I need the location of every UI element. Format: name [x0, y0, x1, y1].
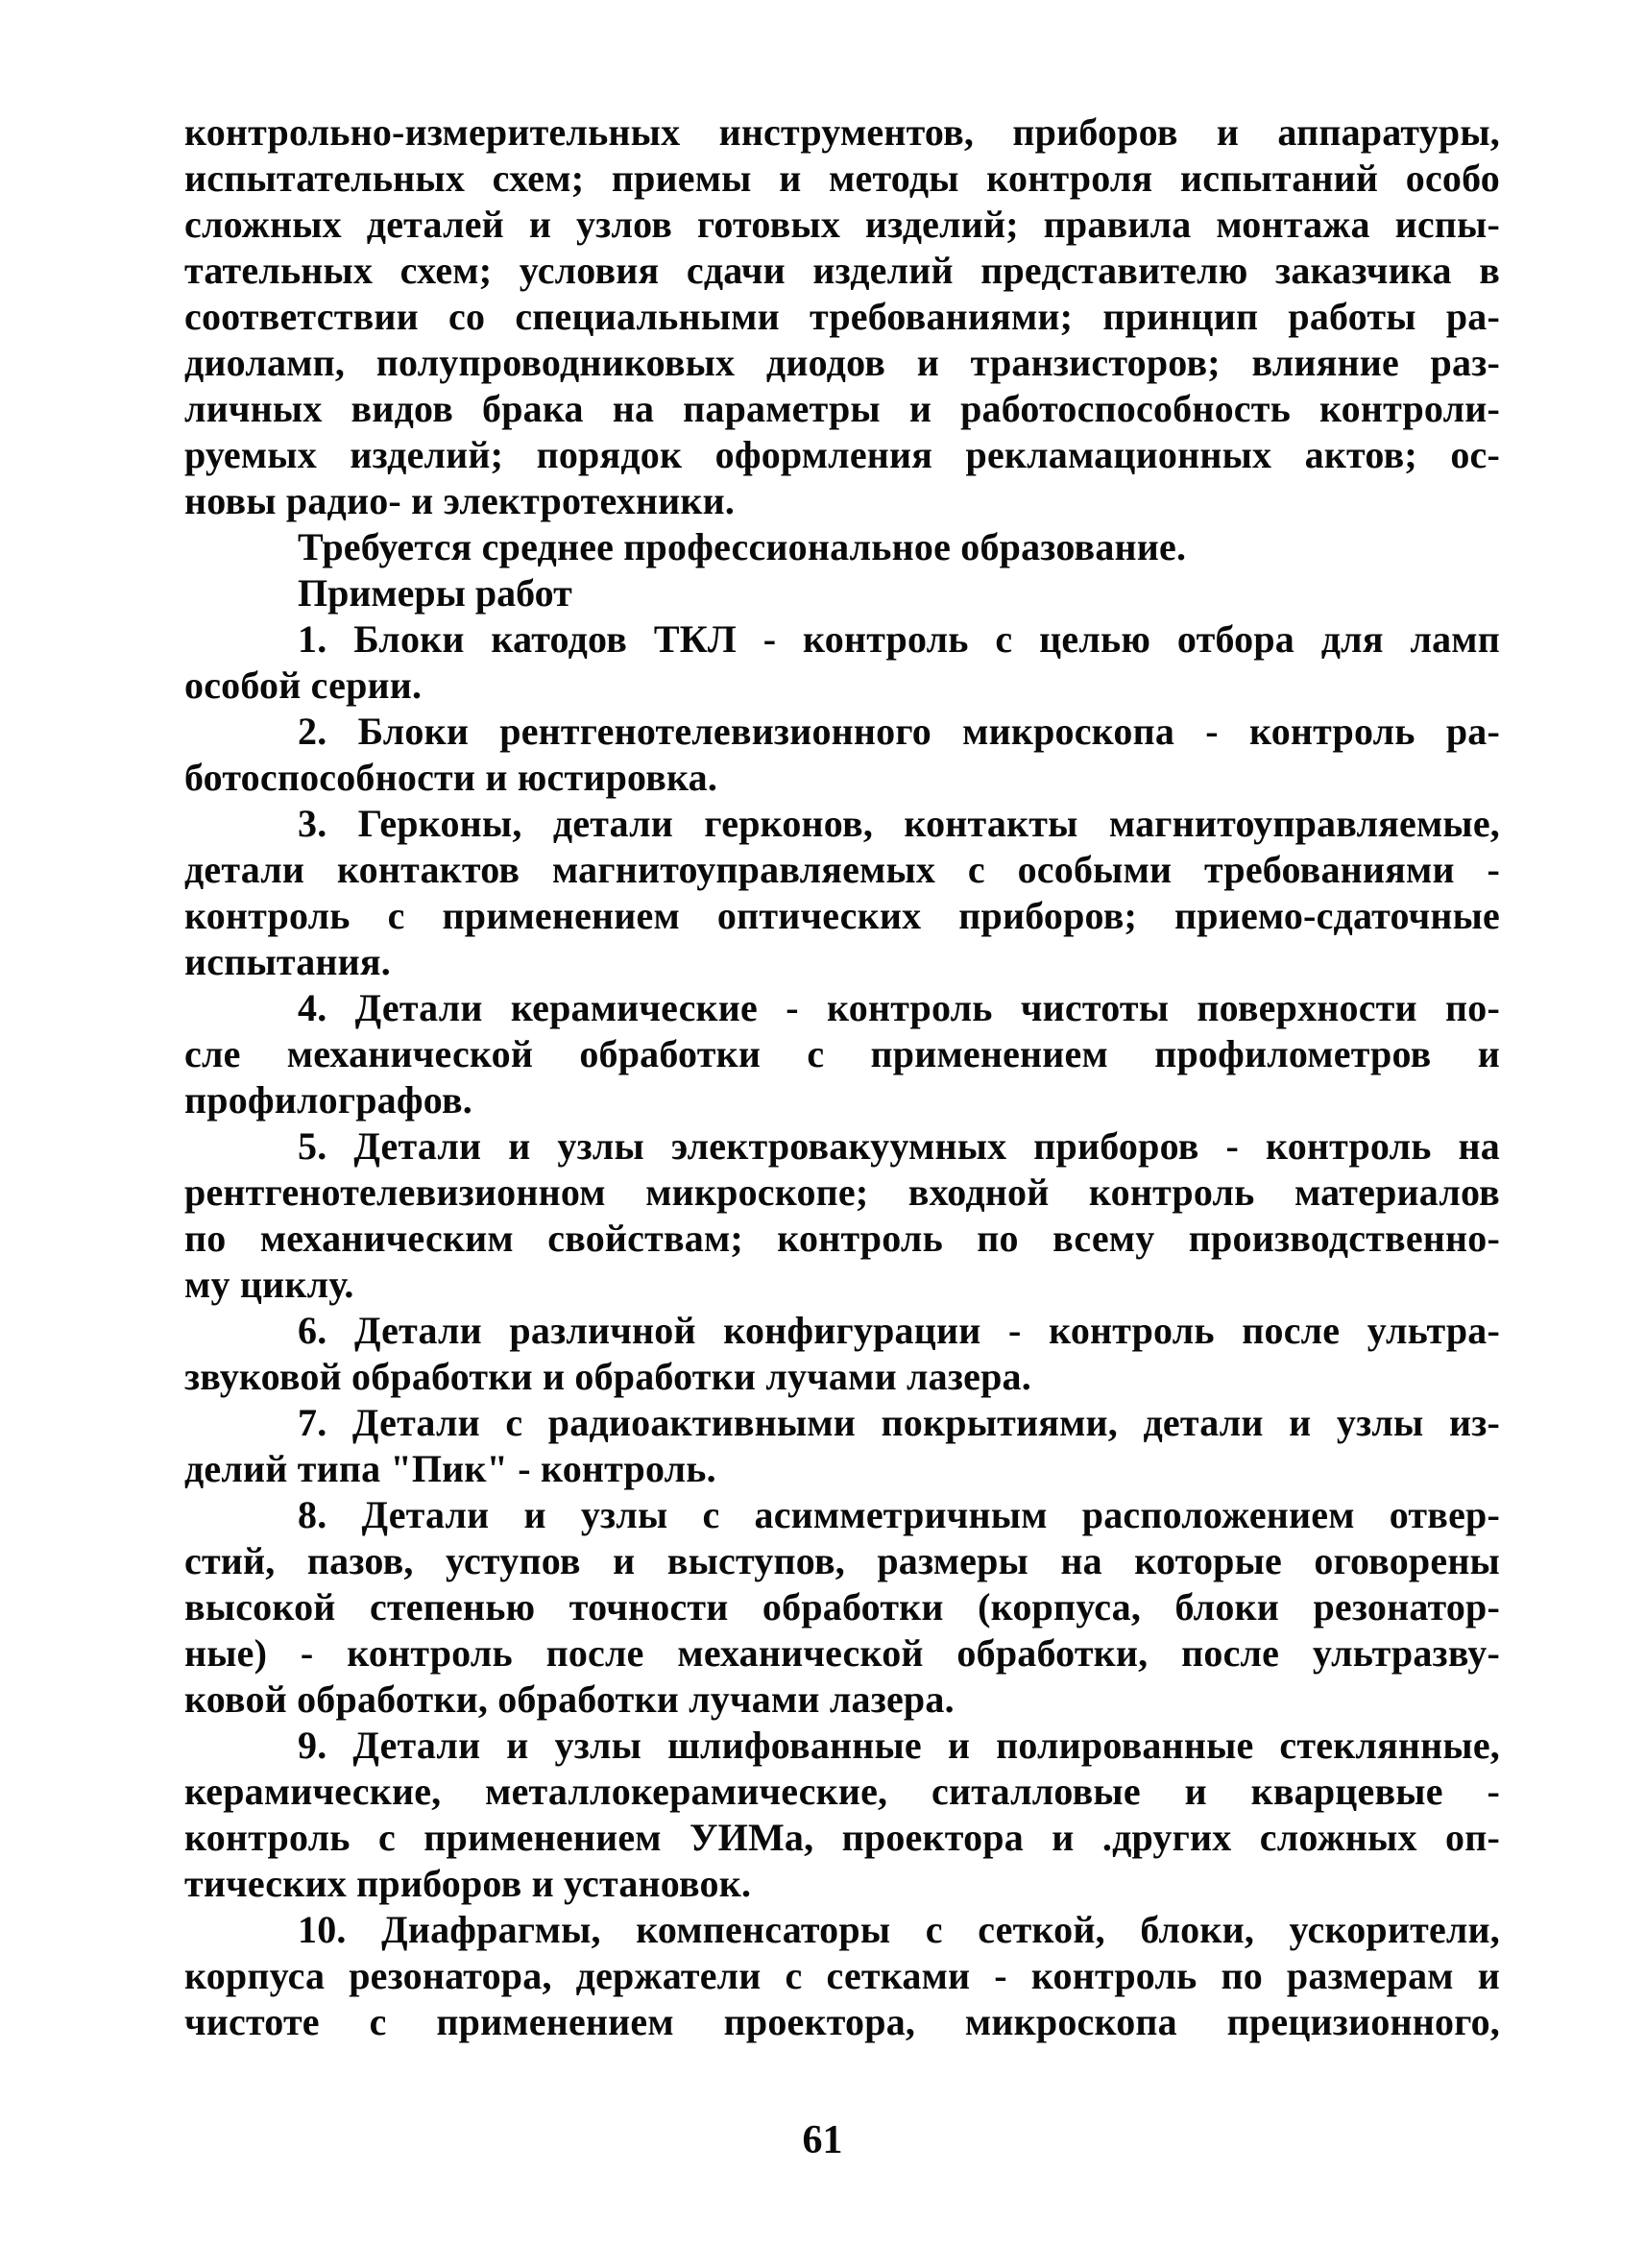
- example-item: [184, 1723, 1500, 1907]
- text-line: 2. Блоки рентгенотелевизионного микроскопа - контроль ра-: [298, 710, 1500, 753]
- text-line: звуковой обработки и обработки лучами лазера.: [184, 1355, 1031, 1398]
- example-item: [184, 1400, 1500, 1492]
- text-line: 4. Детали керамические - контроль чистоты поверхности по-: [298, 986, 1500, 1029]
- text-line: чистоте с применением проектора, микроскопа прецизионного,: [184, 2000, 1500, 2043]
- text-line: ботоспособности и юстировка.: [184, 756, 718, 799]
- text-line: тательных схем; условия сдачи изделий представителю заказчика в: [184, 249, 1500, 292]
- paragraph-education: [184, 524, 1500, 570]
- text-line: делий типа "Пик" - контроль.: [184, 1447, 716, 1490]
- example-item: [184, 1492, 1500, 1723]
- text-line: по механическим свойствам; контроль по всему производственно-: [184, 1217, 1500, 1260]
- text-line: стий, пазов, уступов и выступов, размеры на которые оговорены: [184, 1539, 1500, 1582]
- text-line: руемых изделий; порядок оформления рекламационных актов; ос-: [184, 433, 1500, 476]
- section-heading: Примеры работ: [298, 571, 572, 615]
- text-line: керамические, металлокерамические, ситалловые и кварцевые -: [184, 1770, 1500, 1813]
- text-line: соответствии со специальными требованиями; принцип работы ра-: [184, 295, 1500, 338]
- example-item: [184, 1308, 1500, 1400]
- page-body: [184, 109, 1500, 2045]
- text-line: сложных деталей и узлов готовых изделий; правила монтажа испы-: [184, 203, 1500, 246]
- example-item: [184, 801, 1500, 985]
- example-item: [184, 709, 1500, 801]
- text-line: 9. Детали и узлы шлифованные и полированные стеклянные,: [298, 1724, 1500, 1767]
- text-line: сле механической обработки с применением профилометров и: [184, 1032, 1500, 1075]
- text-line: 10. Диафрагмы, компенсаторы с сеткой, блоки, ускорители,: [298, 1908, 1500, 1951]
- text-line: детали контактов магнитоуправляемых с особыми требованиями -: [184, 848, 1500, 891]
- example-item: [184, 985, 1500, 1123]
- text-line: новы радио- и электротехники.: [184, 479, 736, 522]
- text-line: высокой степенью точности обработки (корпуса, блоки резонатор-: [184, 1585, 1500, 1629]
- page-number: 61: [802, 2118, 843, 2162]
- text-line: 6. Детали различной конфигурации - контроль после ультра-: [298, 1309, 1500, 1352]
- text-line: му циклу.: [184, 1263, 354, 1306]
- text-line: 1. Блоки катодов ТКЛ - контроль с целью отбора для ламп: [298, 617, 1500, 661]
- text-line: ные) - контроль после механической обработки, после ультразву-: [184, 1631, 1500, 1675]
- text-line: испытания.: [184, 940, 391, 983]
- text-line: 5. Детали и узлы электровакуумных приборов - контроль на: [298, 1124, 1500, 1168]
- paragraph-intro: [184, 109, 1500, 524]
- text-line: рентгенотелевизионном микроскопе; входной контроль материалов: [184, 1170, 1500, 1214]
- text-line: испытательных схем; приемы и методы контроля испытаний особо: [184, 157, 1500, 200]
- example-item: [184, 1123, 1500, 1308]
- text-line: корпуса резонатора, держатели с сетками - контроль по размерам и: [184, 1954, 1500, 1997]
- text-line: контроль с применением УИМа, проектора и .других сложных оп-: [184, 1816, 1500, 1859]
- text-line: 8. Детали и узлы с асимметричным расположением отвер-: [298, 1493, 1500, 1536]
- example-item: [184, 1907, 1500, 2045]
- example-item: [184, 616, 1500, 709]
- text-line: Требуется среднее профессиональное образование.: [298, 525, 1187, 568]
- text-line: ковой обработки, обработки лучами лазера.: [184, 1677, 955, 1721]
- text-line: контрольно-измерительных инструментов, приборов и аппаратуры,: [184, 110, 1500, 154]
- text-line: особой серии.: [184, 664, 423, 707]
- text-line: 7. Детали с радиоактивными покрытиями, детали и узлы из-: [298, 1401, 1500, 1444]
- text-line: тических приборов и установок.: [184, 1862, 752, 1905]
- text-line: личных видов брака на параметры и работоспособность контроли-: [184, 387, 1500, 430]
- text-line: контроль с применением оптических приборов; приемо-сдаточные: [184, 894, 1500, 937]
- text-line: диоламп, полупроводниковых диодов и транзисторов; влияние раз-: [184, 341, 1500, 384]
- text-line: 3. Герконы, детали герконов, контакты магнитоуправляемые,: [298, 802, 1500, 845]
- text-line: профилографов.: [184, 1078, 472, 1122]
